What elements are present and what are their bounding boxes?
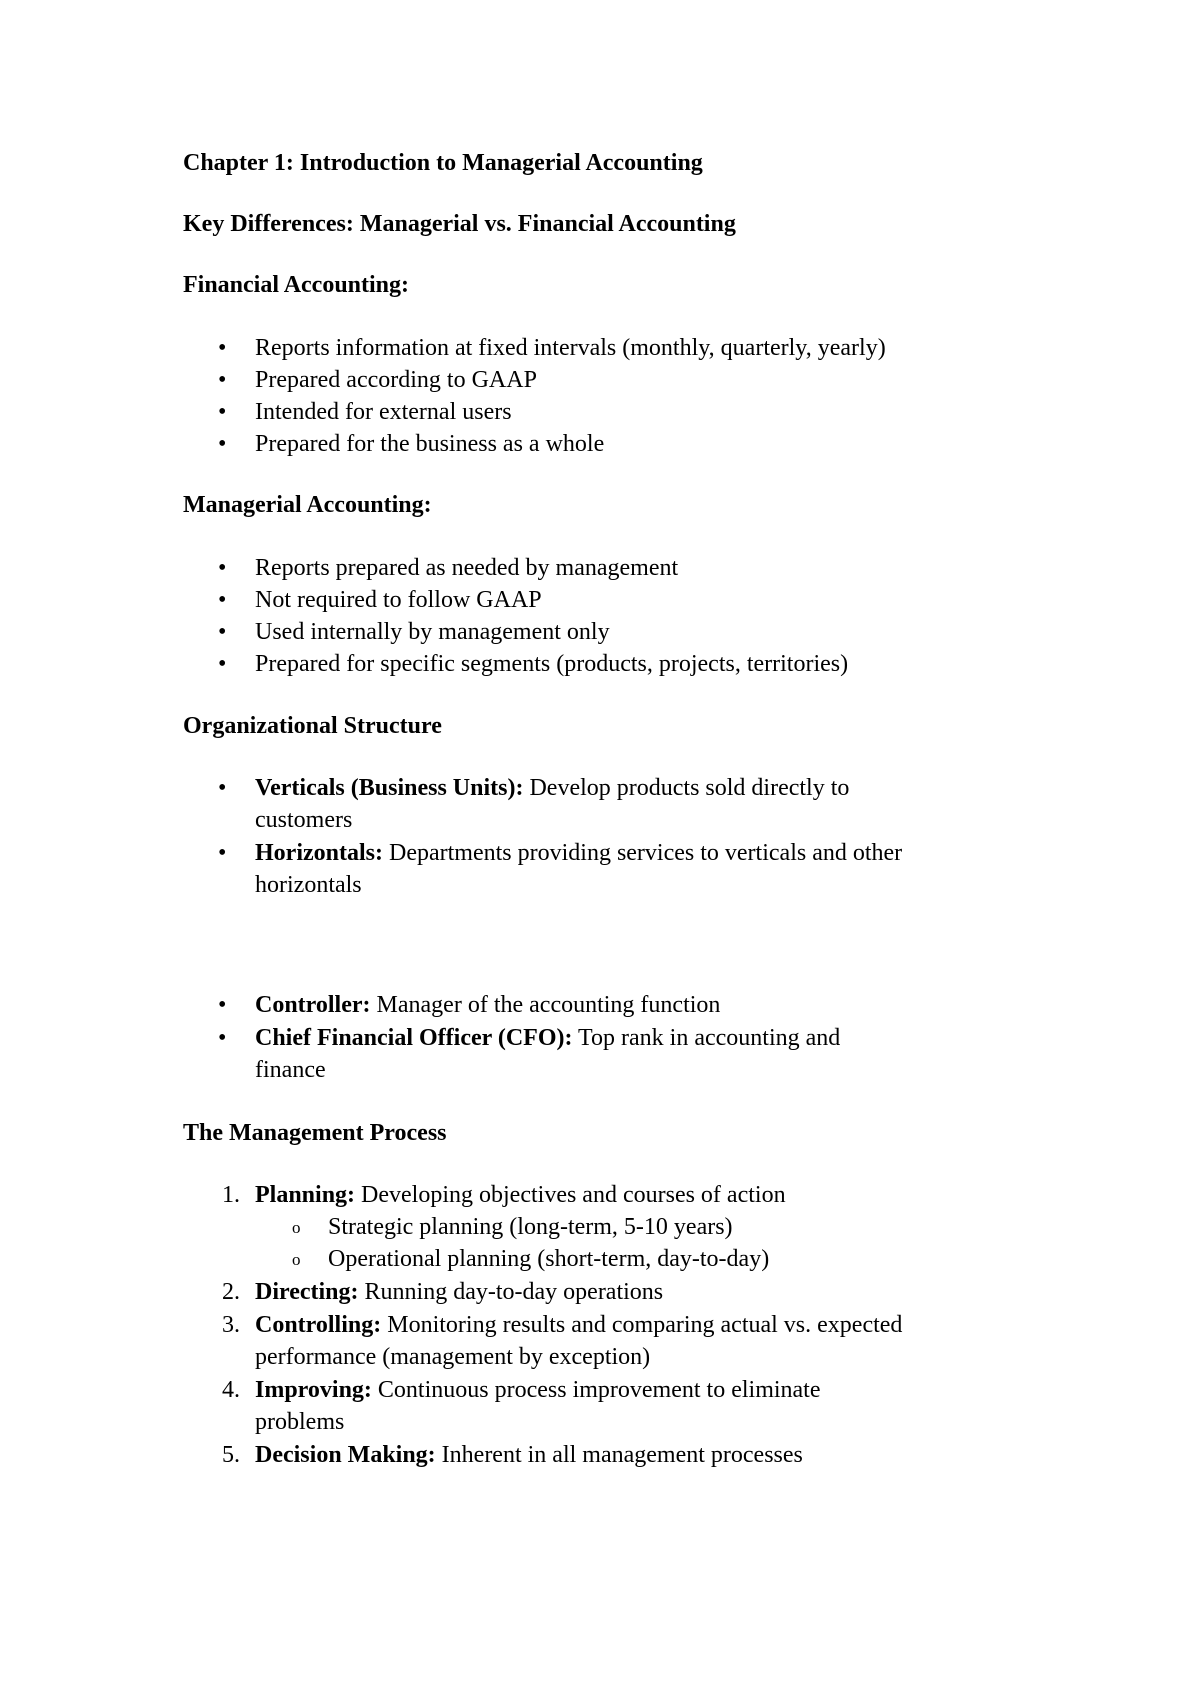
- list-item: [255, 773, 849, 803]
- sub-bullet-icon: o: [292, 1218, 301, 1237]
- list-item: Reports information at fixed intervals (monthly, quarterly, yearly): [255, 335, 886, 361]
- term: Improving:: [255, 1377, 372, 1403]
- list-item: Not required to follow GAAP: [255, 587, 542, 613]
- term: Directing:: [255, 1279, 359, 1305]
- list-item: [255, 1180, 786, 1210]
- step-number: 5.: [222, 1442, 240, 1468]
- bullet-icon: •: [218, 335, 227, 361]
- description: Manager of the accounting function: [370, 992, 721, 1018]
- bullet-icon: •: [218, 431, 227, 457]
- list-item: [255, 1310, 902, 1340]
- sub-bullet-icon: o: [292, 1250, 301, 1269]
- key-differences-heading: Key Differences: Managerial vs. Financial Accounting: [183, 211, 736, 237]
- term: Controlling:: [255, 1312, 382, 1338]
- bullet-icon: •: [218, 775, 227, 801]
- term: Decision Making:: [255, 1442, 436, 1468]
- bullet-icon: •: [218, 619, 227, 645]
- term: Verticals (Business Units):: [255, 775, 524, 801]
- step-number: 3.: [222, 1312, 240, 1338]
- term: Planning:: [255, 1182, 356, 1208]
- description: Departments providing services to verticals and other: [382, 840, 903, 866]
- managerial-accounting-heading: Managerial Accounting:: [183, 492, 432, 518]
- list-item: [255, 990, 720, 1020]
- description: Developing objectives and courses of action: [355, 1182, 786, 1208]
- bullet-icon: •: [218, 651, 227, 677]
- bullet-icon: •: [218, 1025, 227, 1051]
- bullet-icon: •: [218, 587, 227, 613]
- term: Horizontals:: [255, 840, 383, 866]
- list-item: [255, 838, 902, 868]
- chapter-title: Chapter 1: Introduction to Managerial Accounting: [183, 150, 703, 176]
- step-number: 2.: [222, 1279, 240, 1305]
- bullet-icon: •: [218, 555, 227, 581]
- step-number: 4.: [222, 1377, 240, 1403]
- term: Controller:: [255, 992, 371, 1018]
- list-item: [255, 1375, 821, 1405]
- list-item-continuation: customers: [255, 807, 353, 833]
- list-item: Prepared for specific segments (products, projects, territories): [255, 651, 849, 677]
- organizational-structure-heading: Organizational Structure: [183, 713, 442, 739]
- management-process-heading: The Management Process: [183, 1120, 447, 1146]
- term: Chief Financial Officer (CFO):: [255, 1025, 573, 1051]
- list-item: Used internally by management only: [255, 619, 610, 645]
- list-item: [255, 1023, 840, 1053]
- description: Monitoring results and comparing actual vs. expected: [381, 1312, 903, 1338]
- list-item: [255, 1277, 663, 1307]
- list-item: Intended for external users: [255, 399, 512, 425]
- description: Running day-to-day operations: [358, 1279, 664, 1305]
- list-item: Reports prepared as needed by management: [255, 555, 679, 581]
- list-item-continuation: problems: [255, 1409, 345, 1435]
- bullet-icon: •: [218, 367, 227, 393]
- bullet-icon: •: [218, 840, 227, 866]
- description: Top rank in accounting and: [572, 1025, 841, 1051]
- description: Continuous process improvement to eliminate: [371, 1377, 821, 1403]
- description: Develop products sold directly to: [523, 775, 850, 801]
- list-item-continuation: horizontals: [255, 872, 362, 898]
- list-item: Prepared for the business as a whole: [255, 431, 605, 457]
- description: Inherent in all management processes: [435, 1442, 803, 1468]
- list-item-continuation: finance: [255, 1057, 326, 1083]
- list-item: Prepared according to GAAP: [255, 367, 537, 393]
- list-item-continuation: performance (management by exception): [255, 1344, 651, 1370]
- sub-list-item: Strategic planning (long-term, 5-10 years): [328, 1214, 733, 1240]
- bullet-icon: •: [218, 992, 227, 1018]
- financial-accounting-heading: Financial Accounting:: [183, 272, 410, 298]
- bullet-icon: •: [218, 399, 227, 425]
- step-number: 1.: [222, 1182, 240, 1208]
- sub-list-item: Operational planning (short-term, day-to-day): [328, 1246, 770, 1272]
- list-item: [255, 1440, 803, 1470]
